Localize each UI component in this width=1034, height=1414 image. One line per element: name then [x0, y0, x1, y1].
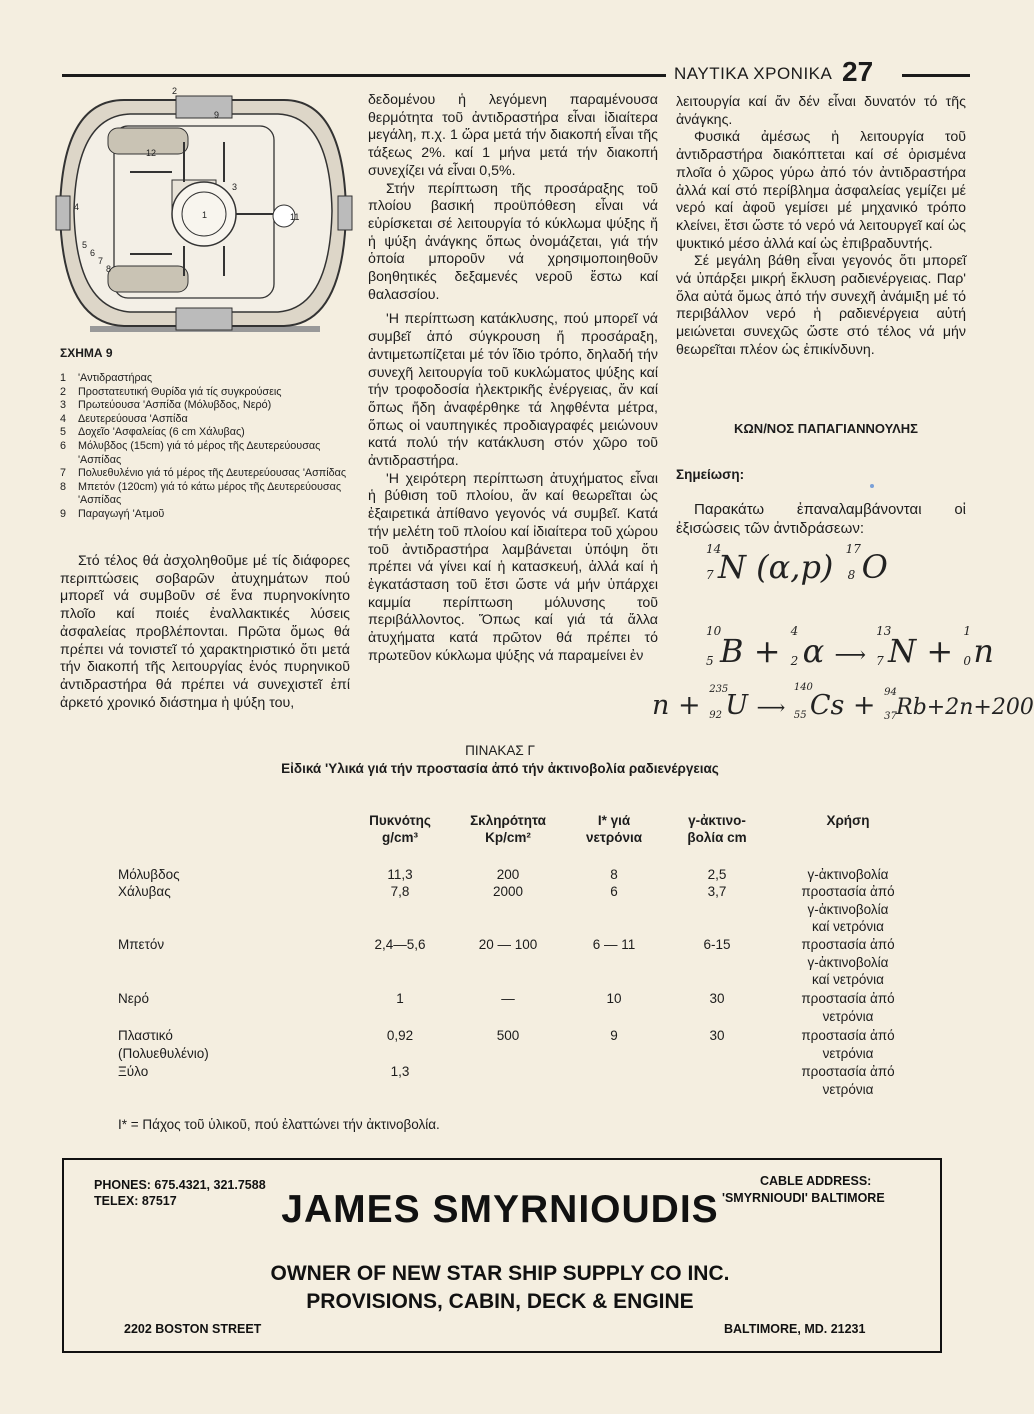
density-cell: 0,92: [386, 1028, 414, 1043]
hardness-cell: 2000: [492, 884, 524, 899]
use-line: προστασία ἀπό: [801, 884, 895, 899]
label-9: 9: [214, 110, 220, 120]
material: [118, 1063, 148, 1081]
legend-item: [60, 440, 350, 467]
use-line: νετρόνια: [822, 1045, 874, 1061]
material: [118, 883, 171, 901]
gamma-cell: 30: [709, 1028, 725, 1043]
atomic-number: 8: [847, 568, 856, 582]
eq1-symbol: N (α,p): [718, 548, 834, 586]
atomic-number: 7: [706, 568, 714, 582]
use-line: νετρόνια: [822, 1081, 874, 1097]
material-line: Ξύλο: [118, 1064, 149, 1079]
atomic-number: 5: [706, 654, 714, 668]
use-line: γ-ἀκτινοβολία: [807, 901, 889, 917]
note-text: [676, 500, 966, 538]
mass-number: 235: [709, 684, 729, 695]
use-line: νετρόνια: [822, 1008, 874, 1024]
header-line: Πυκνότης: [369, 813, 431, 828]
header-line: Χρήση: [826, 813, 870, 828]
density-cell: 11,3: [387, 867, 413, 882]
mass-number: 17: [845, 542, 861, 556]
atomic-number: 37: [884, 711, 897, 722]
use-line: προστασία ἀπό: [801, 1064, 895, 1079]
element-symbol: U: [725, 690, 748, 721]
hardness-cell: 20 — 100: [478, 937, 538, 952]
legend-item: [60, 426, 350, 440]
author-name: ΚΩΝ/ΝΟΣ ΠΑΠΑΓΙΑΝΝΟΥΛΗΣ: [734, 421, 918, 436]
legend-text: Παραγωγή 'Ατμοῦ: [78, 507, 165, 520]
column-1-text: [60, 553, 350, 712]
products: Rb+2n+200: [896, 695, 1034, 720]
label-8: 8: [106, 264, 112, 274]
use-cell: [778, 883, 918, 936]
magazine-title: ΝΑΥΤΙΚΑ ΧΡΟΝΙΚΑ: [674, 64, 833, 83]
paragraph: Παρακάτω ἐπαναλαμβάνονται οἱ ἐξισώσεις τῶν ἀντιδράσεων:: [676, 501, 966, 537]
gamma-cell: 30: [709, 991, 725, 1006]
legend-item: [60, 467, 350, 481]
legend-item: [60, 481, 350, 508]
header-line: Σκληρότητα: [470, 813, 546, 828]
material: [118, 936, 164, 954]
legend-text: Μπετόν (120cm) γιά τό κάτω μέρος τῆς Δευτερεύουσας 'Ασπίδας: [78, 480, 342, 507]
equation-3: [652, 682, 1034, 722]
gamma-cell: 3,7: [707, 884, 727, 899]
eq3-term: [709, 684, 748, 721]
use-line: προστασία ἀπό: [801, 991, 895, 1006]
label-6: 6: [90, 248, 96, 258]
col-header-density: [348, 812, 452, 846]
mass-number: 1: [963, 624, 971, 638]
table-footnote: I* = Πάχος τοῦ ὑλικοῦ, πού ἐλαττώνει τήν ἀκτινοβολία.: [118, 1117, 440, 1132]
col-header-gamma: [664, 812, 770, 846]
ad-city: BALTIMORE, MD. 21231: [724, 1322, 866, 1336]
steam-generator-bottom: [108, 266, 188, 292]
element-symbol: N: [888, 632, 917, 670]
density-cell: 1: [396, 991, 404, 1006]
hardness-cell: 200: [496, 867, 520, 882]
use-cell: [778, 990, 918, 1025]
figure-legend: [60, 372, 350, 522]
plus-sign: +: [926, 632, 954, 670]
material: [118, 866, 180, 884]
paragraph: Φυσικά ἀμέσως ἡ λειτουργία τοῦ ἀντιδραστήρα διακόπτεται καί σέ ὁρισμένα πλοῖα ὁ χῶρος γύρω ἀπό τόν ἀντιδραστήρα ἀλλά καί στό περίβλημα ἀσφαλείας γεμίζει μέ νερό καί ἀφοῦ γεμίσει μέ μηχανικό τρόπο κλείνει, ἔτσι ὥστε τό νερό νά λειτουργεῖ καί ὡς ψυκτικό μέσο ἀλλά καί ὡς ἐπιβραδυντής.: [676, 129, 966, 252]
mass-number: 13: [876, 624, 892, 638]
material-line: Πλαστικό: [118, 1028, 173, 1043]
label-4: 4: [74, 202, 80, 212]
material-line: Μπετόν: [118, 937, 165, 952]
ad-phones: PHONES: 675.4321, 321.7588: [94, 1178, 266, 1192]
eq1-product: O: [861, 548, 888, 586]
element-symbol: B: [720, 632, 744, 670]
neutron-cell: 10: [606, 991, 622, 1006]
equation-1: [706, 542, 888, 586]
col-header-use: [778, 812, 918, 829]
element-symbol: n: [973, 632, 994, 670]
legend-num: 1: [60, 372, 67, 384]
left-hatch: [56, 196, 70, 230]
atomic-number: 7: [876, 654, 884, 668]
plus-sign: +: [753, 632, 781, 670]
right-hatch: [338, 196, 352, 230]
header-rule-left: [62, 74, 666, 77]
paragraph: Στό τέλος θά ἀσχοληθοῦμε μέ τίς διάφορες περιπτώσεις σοβαρῶν ἀτυχημάτων πού μπορεῖ νά συμβοῦν σέ ἕνα πυρηνοκίνητο πλοῖο καί ποιές ἐναλλακτικές λύσεις ἀσφαλείας προβλέπονται. Πρῶτα ὅμως θά πρέπει νά τονιστεῖ τό χαρακτηριστικό ὅτι μετά τήν διακοπή τῆς λειτουργίας ἑνός πυρηνικοῦ ἀντιδραστήρα θά πρέπει νά συνεχιστεῖ ἐπί ἀρκετό χρονικό διάστημα ἡ ψύξη του,: [60, 553, 350, 711]
column-2-text: [368, 92, 658, 666]
mass-number: 10: [706, 624, 722, 638]
paragraph: λειτουργία καί ἄν δέν εἶναι δυνατόν τό τῆς ἀνάγκης.: [676, 94, 966, 128]
eq1-lhs: [706, 542, 834, 586]
reactor-diagram: [54, 86, 354, 342]
legend-num: 4: [60, 412, 67, 425]
use-cell: [778, 936, 918, 989]
gamma-cell: 2,5: [707, 867, 727, 882]
label-5: 5: [82, 240, 88, 250]
table-title: ΠΙΝΑΚΑΣ Γ: [465, 743, 535, 758]
col-header-hardness: [452, 812, 564, 846]
material-line: Χάλυβας: [118, 884, 171, 899]
material-line: (Πολυεθυλένιο): [118, 1045, 209, 1061]
use-line: προστασία ἀπό: [801, 937, 895, 952]
eq2-term: [706, 624, 744, 670]
header-line: Kp/cm²: [485, 830, 531, 845]
header-rule-right: [902, 74, 970, 77]
legend-num: 3: [60, 399, 67, 412]
legend-text: Προστατευτική Θυρίδα γιά τίς συγκρούσεις: [78, 385, 282, 398]
eq3-term: [793, 682, 876, 721]
mass-number: 14: [706, 542, 722, 556]
legend-text: Δευτερεύουσα 'Ασπίδα: [78, 412, 188, 425]
legend-item: [60, 399, 350, 413]
figure-title: ΣΧΗΜΑ 9: [60, 346, 113, 360]
scan-mark: [870, 484, 874, 488]
label-2: 2: [172, 86, 178, 96]
legend-num: 9: [60, 507, 67, 520]
mass-number: 4: [790, 624, 799, 638]
atomic-number: 0: [963, 654, 971, 668]
neutron-cell: 6: [610, 884, 618, 899]
legend-num: 6: [60, 439, 67, 452]
legend-text: Μόλυβδος (15cm) γιά τό μέρος τῆς Δευτερεύουσας 'Ασπίδας: [78, 439, 321, 466]
legend-text: Πρωτεύουσα 'Ασπίδα (Μόλυβδος, Νερό): [78, 399, 272, 412]
label-1: 1: [202, 210, 208, 220]
equation-2: [706, 624, 994, 670]
use-cell: [778, 1027, 918, 1062]
label-12: 12: [146, 148, 157, 158]
ad-line-2: PROVISIONS, CABIN, DECK & ENGINE: [306, 1290, 694, 1313]
column-3-text: [676, 94, 966, 360]
use-cell: [778, 1063, 918, 1098]
ad-cable-value: 'SMYRNIOUDI' BALTIMORE: [722, 1191, 885, 1205]
material: [118, 990, 149, 1008]
header-line: βολία cm: [687, 830, 747, 845]
density-cell: 7,8: [390, 884, 410, 899]
header-line: νετρόνια: [585, 830, 643, 845]
label-7: 7: [98, 256, 104, 266]
header-line: γ-ἀκτινο-: [688, 813, 746, 828]
atomic-number: 92: [709, 710, 722, 721]
material-line: Νερό: [118, 991, 149, 1006]
eq2-term: [963, 624, 994, 670]
arrow-icon: ⟶: [756, 695, 786, 719]
legend-num: 5: [60, 426, 67, 439]
use-line: γ-ἀκτινοβολία: [807, 867, 889, 882]
neutron-cell: 8: [610, 867, 618, 882]
legend-num: 8: [60, 480, 67, 493]
ad-address: 2202 BOSTON STREET: [124, 1322, 262, 1336]
paragraph: 'Η περίπτωση κατάκλυσης, πού μπορεῖ νά συμβεῖ ἀπό σύγκρουση ἤ προσάραξη, ἀντιμετωπίζεται μέ τόν ἴδιο τρόπο, δηλαδή τήν συνεχῆ λειτουργία τοῦ κυκλώματος ψύξης καί τήν τροφοδοσία ἠλεκτρικῆς ἐνέργειας, ἄν καί ὅπως ἤδη ἀναφέρθηκε τά ληφθέντα μέτρα, ὅπως οἱ ναυπηγικές προδιαγραφές μειώνουν κατά πολύ τήν κατάκλυση στόν χῶρο τοῦ ἀντιδραστήρα.: [368, 311, 658, 470]
use-line: προστασία ἀπό: [801, 1028, 895, 1043]
atomic-number: 2: [790, 654, 799, 668]
neutron-cell: 6 — 11: [592, 937, 636, 952]
legend-item: [60, 372, 350, 386]
legend-text: Δοχεῖο 'Ασφαλείας (6 cm Χάλυβας): [78, 426, 245, 439]
hardness-cell: 500: [496, 1028, 520, 1043]
material: [118, 1027, 209, 1062]
use-line: καί νετρόνια: [812, 972, 884, 987]
atomic-number: 55: [793, 710, 807, 721]
top-hatch: [176, 96, 232, 118]
density-cell: 1,3: [390, 1064, 410, 1079]
neutron-term: n +: [652, 690, 701, 721]
paragraph: Σέ μεγάλη βάθη εἶναι γεγονός ὅτι μπορεῖ νά ὑπάρξει μικρή ἔκλυση ραδιενέργειας. Παρ' ὅλα αὐτά ὅμως ἀπό τήν συνεχῆ ἀνάμιξη μέ τό περιβάλλον νερό ἡ ραδιενέργεια αὐτή μειώνεται συνεχῶς ὥστε στό τέλος νά μήν θεωρεῖται πλέον ὡς ἐπικίνδυνη.: [676, 253, 966, 358]
label-11: 11: [290, 212, 300, 222]
eq3-term: [884, 687, 1034, 722]
legend-item: [60, 386, 350, 400]
col-header-neutrons: [564, 812, 664, 846]
legend-text: Πολυεθυλένιο γιά τό μέρος τῆς Δευτερεύουσας 'Ασπίδας: [78, 467, 347, 480]
ad-company-name: JAMES SMYRNIOUDIS: [281, 1188, 719, 1231]
element-symbol: Cs +: [809, 690, 876, 721]
paragraph: Στήν περίπτωση τῆς προσάραξης τοῦ πλοίου βασική προϋπόθεση εἶναι νά εὑρίσκεται σέ λειτουργία τό κύκλωμα ψύξης ἤ ἡ ψύξη ἀνάγκης ὅπως ὀνομάζεται, γιά τήν ὁποία μποροῦν νά χρησιμοποιηθοῦν βοηθητικές δεξαμενές νεροῦ ἔστω καί θαλασσίου.: [368, 180, 658, 303]
material-line: Μόλυβδος: [118, 867, 180, 882]
ad-line-1: OWNER OF NEW STAR SHIP SUPPLY CO INC.: [270, 1262, 730, 1285]
header-line: g/cm³: [381, 830, 418, 845]
page-number: 27: [842, 56, 874, 87]
header-line: I* γιά: [597, 813, 631, 828]
table-subtitle: Εἰδικά 'Υλικά γιά τήν προστασία ἀπό τήν ἀκτινοβολία ραδιενέργειας: [281, 761, 719, 776]
paragraph: δεδομένου ἡ λεγόμενη παραμένουσα θερμότητα τοῦ ἀντιδραστήρα εἶναι ἰδιαίτερα μεγάλη, π.χ. 1 ὥρα μετά τήν διακοπή εἶναι τῆς τάξεως 2%. καί 1 μήνα μετά τήν διακοπή συνεχίζει νά εἶναι 0,5%.: [368, 92, 658, 179]
mass-number: 140: [793, 682, 813, 693]
use-line: γ-ἀκτινοβολία: [807, 954, 889, 970]
legend-item: [60, 413, 350, 427]
legend-text: 'Αντιδραστήρας: [78, 372, 153, 384]
legend-num: 7: [60, 467, 67, 480]
gamma-cell: 6-15: [703, 937, 731, 952]
eq1-rhs: [844, 542, 888, 586]
legend-item: [60, 508, 350, 522]
paragraph: 'Η χειρότερη περίπτωση ἀτυχήματος εἶναι ἡ βύθιση τοῦ πλοίου, ἄν καί θεωρεῖται ὡς ἐξαιρετικά ἀπίθανο γεγονός νά συμβεῖ. Κατά τήν μελέτη τοῦ πλοίου καί ἰδιαίτερα τοῦ χώρου τοῦ ἀντιδραστήρα λαμβάνεται ὑπόψη ὅτι πρέπει νά γίνει καί ἡ κατασκευή, ἀλλά καί ἡ ἐγκατάσταση τοῦ ἔτσι ὥστε νά μήν ὑπάρχει καμμία περίπτωση μόλυνσης τοῦ περιβάλλοντος. Ὅπως καί γιά τά ἄλλα ἀτυχήματα κατά πρῶτον θά πρέπει τό πρωτεῦον κύκλωμα ψύξης νά παραμείνει ἐν: [368, 470, 658, 664]
use-cell: [778, 866, 918, 884]
arrow-icon: ⟶: [834, 643, 866, 668]
legend-num: 2: [60, 385, 67, 398]
eq2-term: [876, 624, 917, 670]
mass-number: 94: [884, 687, 897, 698]
bottom-hatch: [176, 308, 232, 330]
note-heading: Σημείωση:: [676, 467, 745, 482]
eq2-term: [790, 624, 825, 670]
label-3: 3: [232, 182, 238, 192]
neutron-cell: 9: [610, 1028, 618, 1043]
element-symbol: α: [802, 632, 825, 670]
density-cell: 2,4—5,6: [374, 937, 426, 952]
hardness-cell: —: [501, 991, 515, 1006]
ad-cable-label: CABLE ADDRESS:: [760, 1174, 872, 1188]
use-line: καί νετρόνια: [812, 919, 884, 934]
ad-telex: TELEX: 87517: [94, 1194, 177, 1208]
